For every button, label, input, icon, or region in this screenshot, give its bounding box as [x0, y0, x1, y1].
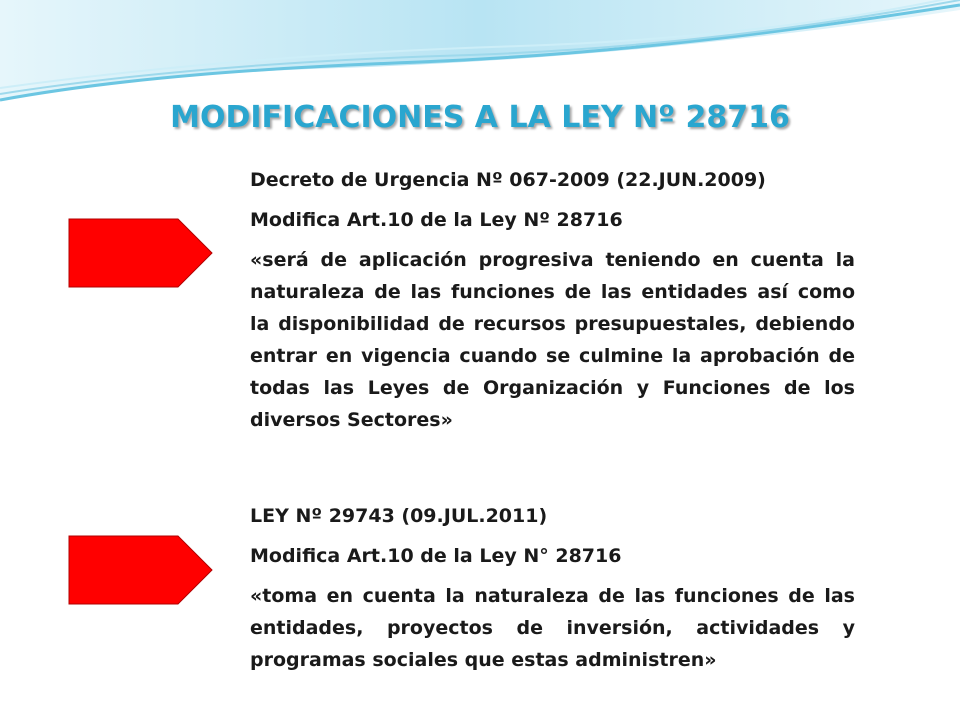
section-subheading: Modifica Art.10 de la Ley Nº 28716 — [250, 209, 623, 231]
pointer-arrow-icon — [68, 218, 213, 288]
section-decreto — [250, 164, 855, 436]
section-subheading: Modifica Art.10 de la Ley N° 28716 — [250, 545, 622, 567]
header-wave-decoration — [0, 0, 960, 110]
section-quote: «toma en cuenta la naturaleza de las funciones de las entidades, proyectos de inversión, actividades y programas sociales que estas administren» — [250, 585, 855, 671]
section-quote: «será de aplicación progresiva teniendo en cuenta la naturaleza de las funciones de las entidades así como la disponibilidad de recursos presupuestales, debiendo entrar en vigencia cuando se culmine la aprobación de todas las Leyes de Organización y Funciones de los diversos Sectores» — [250, 249, 855, 431]
section-heading: LEY Nº 29743 (09.JUL.2011) — [250, 505, 548, 527]
page-title: MODIFICACIONES A LA LEY Nº 28716 — [170, 100, 790, 135]
section-ley — [250, 500, 855, 676]
section-heading: Decreto de Urgencia Nº 067-2009 (22.JUN.2009) — [250, 169, 766, 191]
pointer-arrow-icon — [68, 535, 213, 605]
